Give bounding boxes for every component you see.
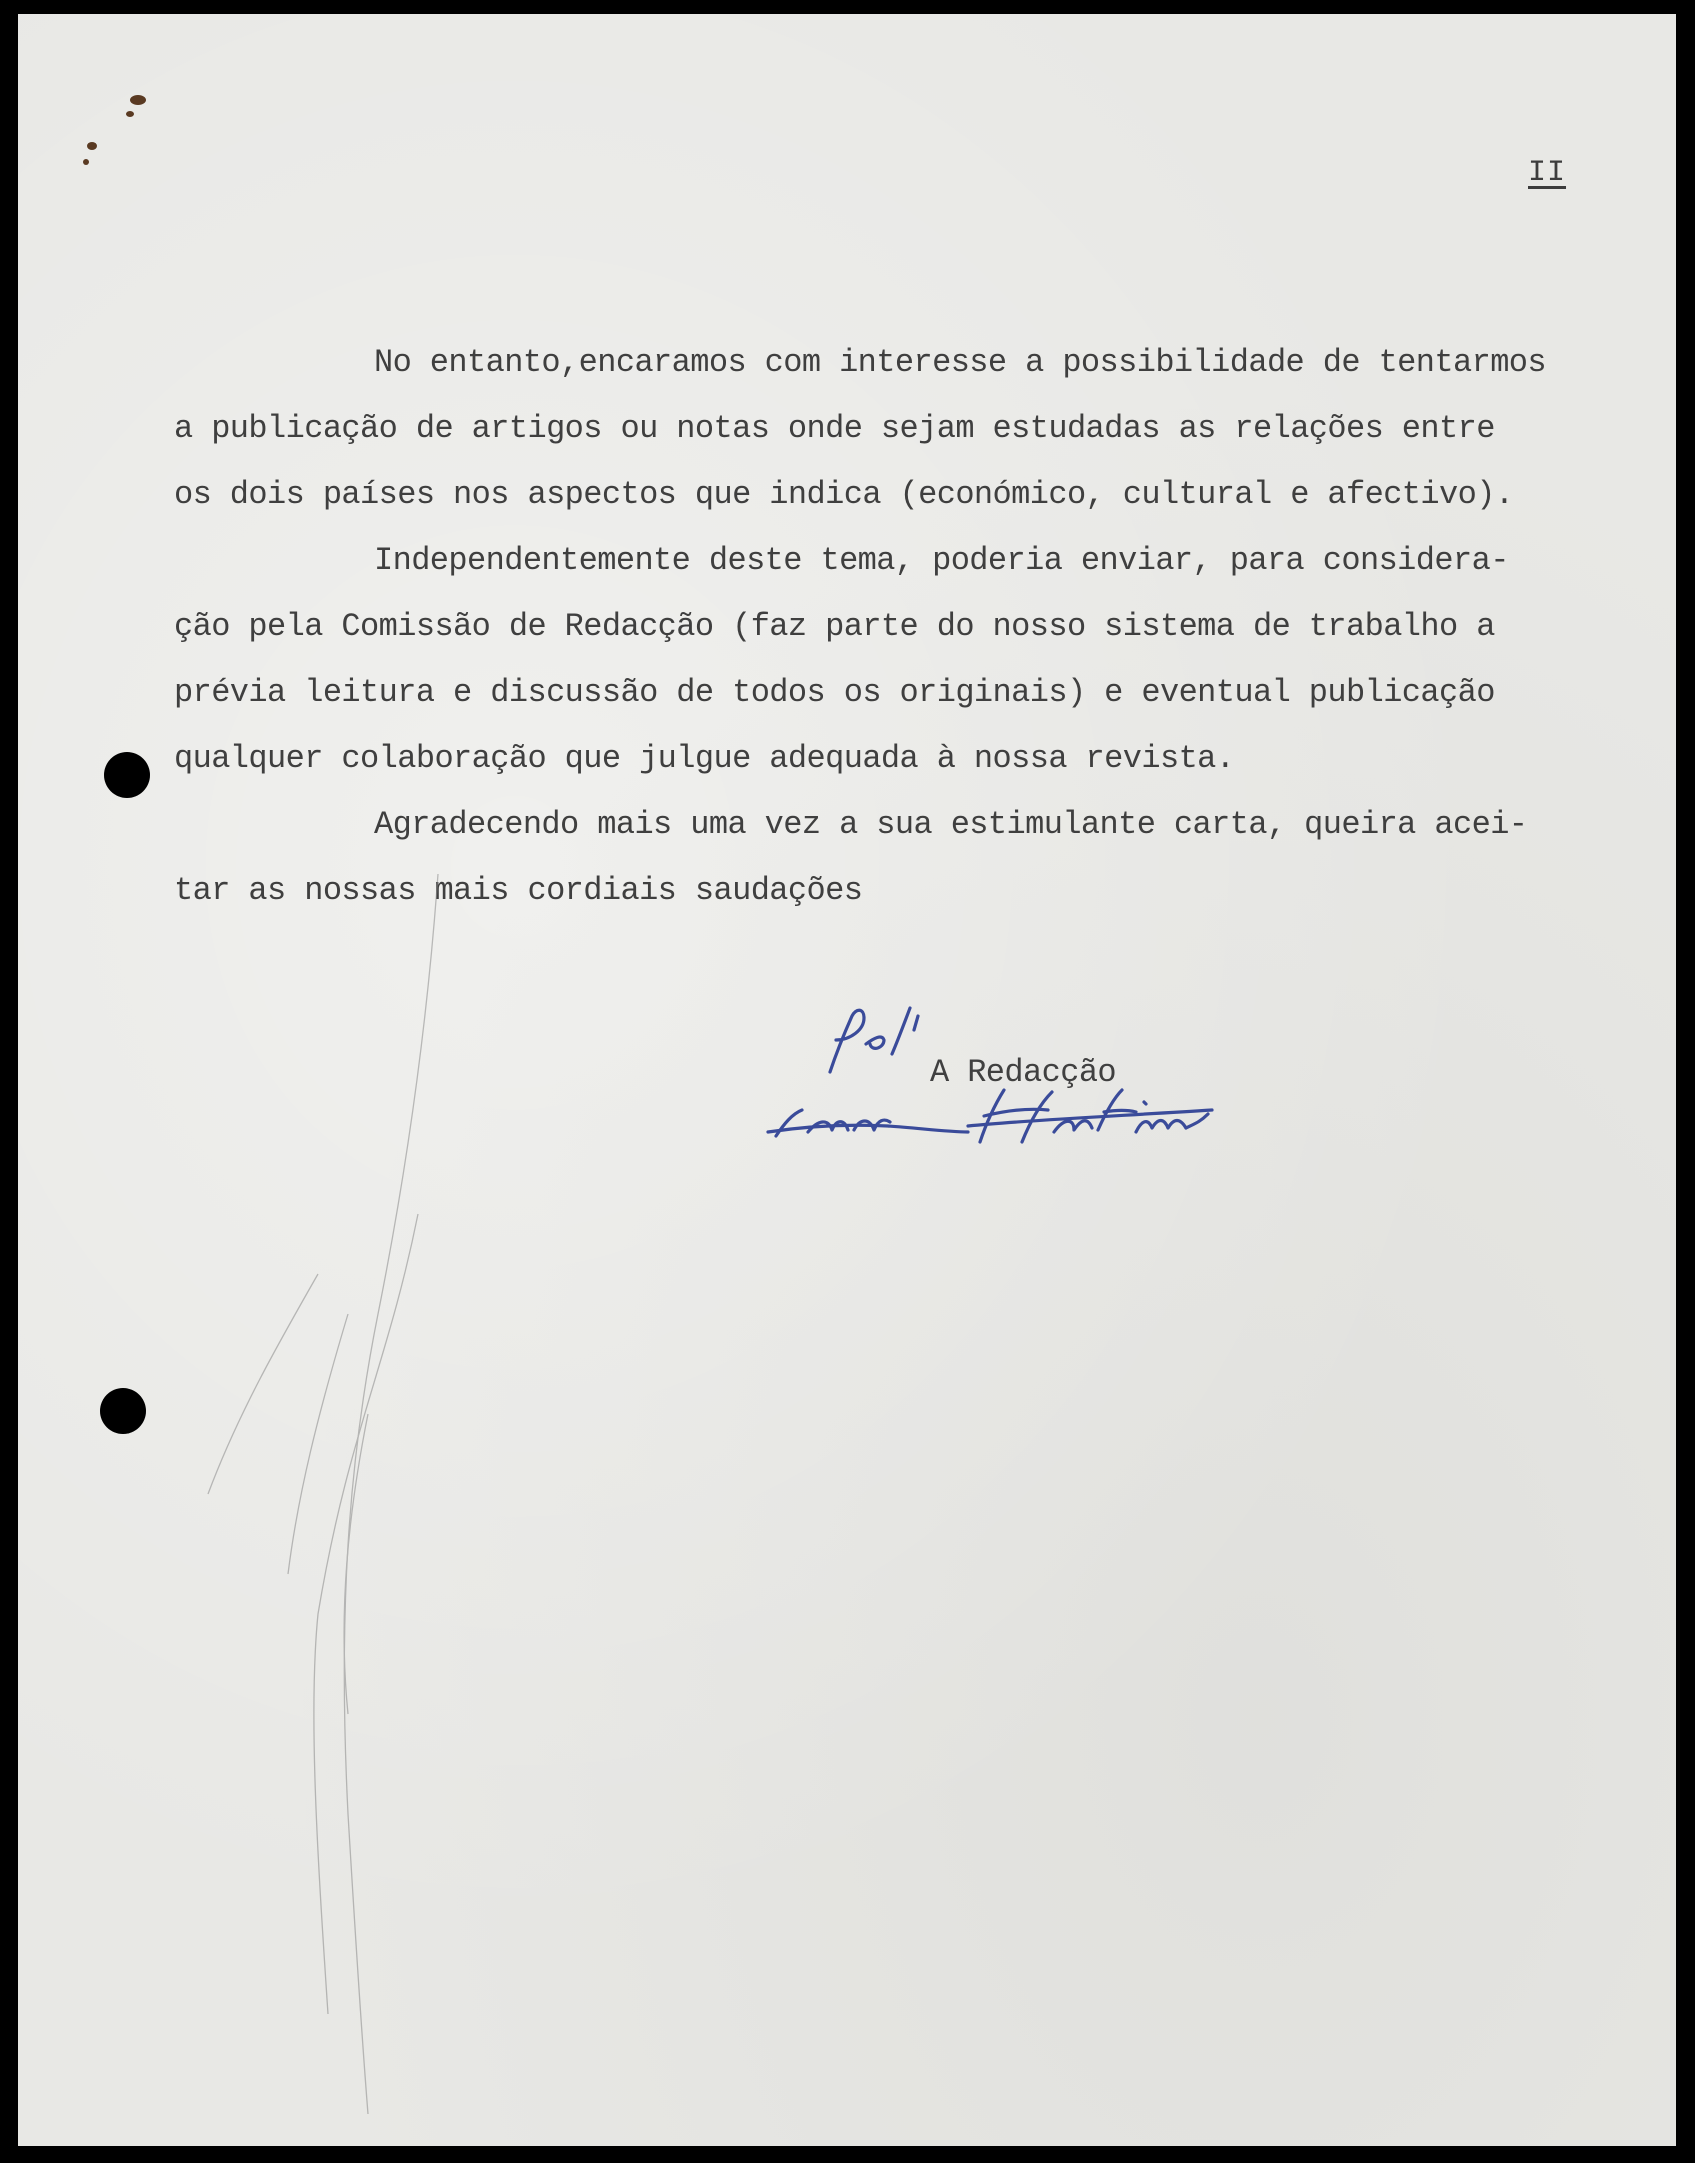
body-line: Agradecendo mais uma vez a sua estimulante carta, queira acei- xyxy=(374,806,1528,843)
body-line: os dois países nos aspectos que indica (económico, cultural e afectivo). xyxy=(174,476,1514,513)
body-line: tar as nossas mais cordiais saudações xyxy=(174,872,863,909)
body-line: a publicação de artigos ou notas onde sejam estudadas as relações entre xyxy=(174,410,1495,447)
punch-hole xyxy=(100,1388,146,1434)
page-number: II xyxy=(1528,156,1567,190)
rust-stain xyxy=(18,14,1676,2146)
body-line: Independentemente deste tema, poderia enviar, para considera- xyxy=(374,542,1509,579)
body-line: qualquer colaboração que julgue adequada à nossa revista. xyxy=(174,740,1235,777)
closing-salutation: A Redacção xyxy=(930,1054,1117,1091)
letter-paper xyxy=(18,14,1676,2146)
body-line: No entanto,encaramos com interesse a possibilidade de tentarmos xyxy=(374,344,1546,381)
body-line: prévia leitura e discussão de todos os originais) e eventual publicação xyxy=(174,674,1495,711)
punch-hole xyxy=(104,752,150,798)
body-line: ção pela Comissão de Redacção (faz parte do nosso sistema de trabalho a xyxy=(174,608,1495,645)
